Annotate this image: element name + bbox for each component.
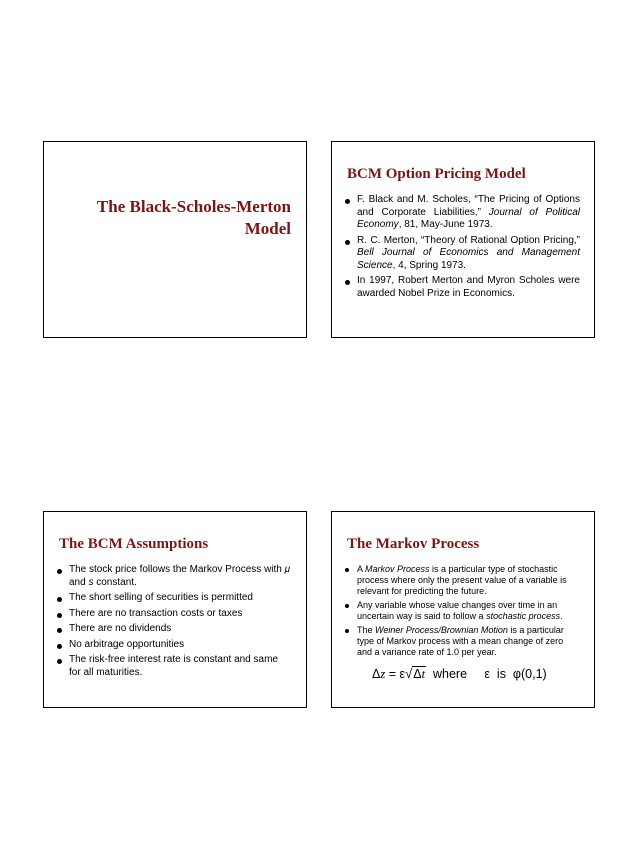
slide-markov-process bbox=[331, 511, 595, 708]
text: is a particular type of Markov process with a mean change of zero and a variance rate of 1.0 per year. bbox=[357, 625, 564, 657]
list-item bbox=[56, 592, 292, 605]
list-item bbox=[344, 625, 580, 658]
text: is a particular type of stochastic process where only the present value of a variable is relevant for predicting the future. bbox=[357, 564, 567, 596]
slide-bcm-assumptions bbox=[43, 511, 307, 708]
term: Markov Process bbox=[365, 564, 430, 574]
text: R. C. Merton, “Theory of Rational Option Pricing,” bbox=[357, 234, 580, 246]
list-item bbox=[344, 235, 580, 273]
text: The bbox=[357, 625, 376, 635]
list-item bbox=[56, 608, 292, 621]
formula-t: t bbox=[421, 667, 426, 681]
slide-title: BCM Option Pricing Model bbox=[347, 166, 526, 182]
text: Any variable whose value changes over time in an uncertain way is said to follow a bbox=[357, 600, 558, 621]
text: There are no transaction costs or taxes bbox=[69, 607, 243, 619]
bullet-list bbox=[56, 564, 292, 682]
text: , 81, May-June 1973. bbox=[398, 219, 493, 230]
text: A bbox=[357, 564, 366, 574]
journal-name: Journal of Political Economy bbox=[357, 206, 580, 230]
cover-title-line1: The Black-Scholes-Merton bbox=[96, 197, 291, 216]
formula-z: z bbox=[380, 667, 386, 681]
list-item bbox=[344, 564, 580, 597]
list-item bbox=[56, 654, 292, 679]
list-item bbox=[56, 639, 292, 652]
text: There are no dividends bbox=[69, 623, 172, 634]
bullet-list bbox=[344, 564, 580, 661]
term: stochastic process bbox=[486, 611, 561, 621]
sqrt-radicand bbox=[412, 666, 426, 681]
formula-tail: where ε is φ(0,1) bbox=[426, 667, 547, 681]
cover-title-line2: Model bbox=[244, 219, 291, 238]
wiener-formula bbox=[372, 666, 547, 682]
mu-symbol: μ bbox=[284, 564, 291, 575]
cover-title bbox=[44, 196, 291, 240]
journal-name: Bell Journal of Economics and Management Science bbox=[357, 247, 580, 271]
list-item bbox=[56, 564, 292, 589]
term: Weiner Process/Brownian Motion bbox=[375, 625, 508, 635]
slide-title-page bbox=[43, 141, 307, 338]
bullet-list bbox=[344, 194, 580, 303]
radical-symbol: √ bbox=[405, 666, 413, 681]
slide-title: The BCM Assumptions bbox=[59, 536, 209, 552]
sqrt-term bbox=[405, 666, 426, 682]
text: The stock price follows the Markov Process with bbox=[69, 564, 285, 575]
text: F. Black and M. Scholes, “The Pricing of Options and Corporate Liabilities,” bbox=[357, 194, 580, 218]
text: The risk-free interest rate is constant and same for all maturities. bbox=[69, 654, 278, 678]
list-item bbox=[56, 623, 292, 636]
list-item bbox=[344, 194, 580, 232]
slide-bcm-option-pricing bbox=[331, 141, 595, 338]
text: , 4, Spring 1973. bbox=[392, 259, 466, 271]
sigma-symbol: s bbox=[88, 576, 94, 588]
text: The short selling of securities is permitted bbox=[69, 592, 253, 603]
slide-title: The Markov Process bbox=[347, 536, 480, 552]
formula-eq: = ε bbox=[385, 667, 406, 681]
text: In 1997, Robert Merton and Myron Scholes were awarded Nobel Prize in Economics. bbox=[357, 275, 580, 299]
list-item bbox=[344, 600, 580, 622]
list-item bbox=[344, 275, 580, 300]
text: No arbitrage opportunities bbox=[69, 638, 185, 650]
text: constant. bbox=[93, 576, 137, 588]
formula-delta-t: Δ bbox=[413, 667, 422, 681]
text: . bbox=[560, 611, 563, 621]
text: and bbox=[69, 576, 89, 588]
formula-delta: Δ bbox=[372, 667, 381, 681]
